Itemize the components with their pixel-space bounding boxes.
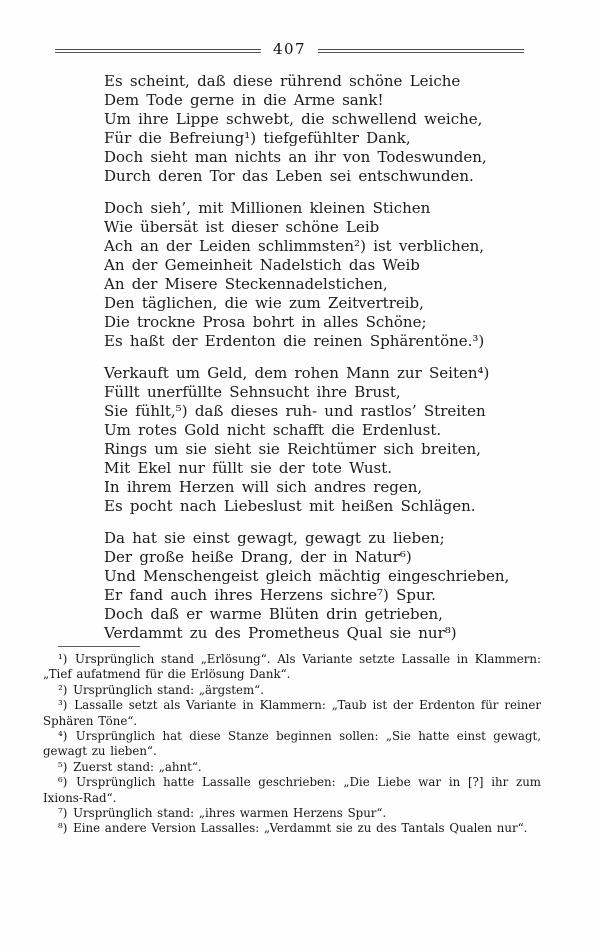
poem-line: Die trockne Prosa bohrt in alles Schöne; [104,313,427,331]
footnote-5: ⁵) Zuerst stand: „ahnt“. [58,759,202,774]
poem-line: Ach an der Leiden schlimmsten²) ist verblichen, [104,237,485,255]
stanza-2 [104,199,509,351]
poem-line: Es pocht nach Liebeslust mit heißen Schlägen. [104,497,476,515]
poem-line: Um ihre Lippe schwebt, die schwellend weiche, [104,110,483,128]
poem-line: Mit Ekel nur füllt sie der tote Wust. [104,459,393,477]
poem-line: Füllt unerfüllte Sehnsucht ihre Brust, [104,383,401,401]
poem-line: Rings um sie sieht sie Reichtümer sich breiten, [104,440,481,458]
poem-line: Es haßt der Erdenton die reinen Sphärentöne.³) [104,332,485,350]
poem-line: Sie fühlt,⁵) daß dieses ruh- und rastlos’ Streiten [104,402,486,420]
header-rule-left [55,49,261,53]
footnote-8: ⁸) Eine andere Version Lassalles: „Verdammt sie zu des Tantals Qualen nur“. [58,821,528,836]
footnote-marker: ¹) [58,652,68,666]
poem-line: Verdammt zu des Prometheus Qual sie nur⁸) [104,624,457,642]
footnote-marker: ⁴) [58,729,68,744]
footnote-1: ¹) Ursprünglich stand „Erlösung“. Als Variante setzte Lassalle in Klammern: „Tief aufatmend für die Erlösung Dank“. [43,652,541,682]
poem-line: Und Menschengeist gleich mächtig eingeschrieben, [104,567,510,585]
poem-line: An der Gemeinheit Nadelstich das Weib [104,256,420,274]
poem-line: In ihrem Herzen will sich andres regen, [104,478,423,496]
poem [104,72,509,656]
footnote-4: ⁴) Ursprünglich hat diese Stanze beginnen sollen: „Sie hatte einst gewagt, gewagt zu lieben“. [43,729,541,759]
footnote-marker: ⁸) [58,821,68,836]
header-rule-right [318,49,524,53]
footnote-marker: ⁷) [58,806,68,821]
poem-line: Um rotes Gold nicht schafft die Erdenlust. [104,421,442,439]
poem-line: Der große heiße Drang, der in Natur⁶) [104,548,412,566]
poem-line: Durch deren Tor das Leben sei entschwunden. [104,167,474,185]
poem-line: Für die Befreiung¹) tiefgefühlter Dank, [104,129,411,147]
poem-line: Doch sieht man nichts an ihr von Todeswunden, [104,148,487,166]
footnote-3: ³) Lassalle setzt als Variante in Klammern: „Taub ist der Erdenton für reiner Sphären Töne“. [43,698,541,728]
stanza-3 [104,364,509,516]
poem-line: Verkauft um Geld, dem rohen Mann zur Seiten⁴) [104,364,490,382]
footnote-marker: ²) [58,682,68,697]
poem-line: Wie übersät ist dieser schöne Leib [104,218,380,236]
poem-line: Doch sieh’, mit Millionen kleinen Stichen [104,199,431,217]
footnote-6: ⁶) Ursprünglich hatte Lassalle geschrieben: „Die Liebe war in [?] ihr zum Ixions-Rad“. [43,775,541,805]
poem-line: An der Misere Steckennadelstichen, [104,275,388,293]
footnote-7: ⁷) Ursprünglich stand: „ihres warmen Herzens Spur“. [58,806,387,821]
footnote-separator [58,646,140,647]
page-header [55,40,524,58]
poem-line: Da hat sie einst gewagt, gewagt zu lieben; [104,529,445,547]
poem-line: Dem Tode gerne in die Arme sank! [104,91,384,109]
poem-line: Er fand auch ihres Herzens sichre⁷) Spur. [104,586,436,604]
poem-line: Den täglichen, die wie zum Zeitvertreib, [104,294,424,312]
page-number: 407 [272,40,307,58]
poem-line: Doch daß er warme Blüten drin getrieben, [104,605,443,623]
footnote-marker: ⁵) [58,759,68,774]
footnote-2: ²) Ursprünglich stand: „ärgstem“. [58,682,264,697]
stanza-4 [104,529,509,643]
footnote-marker: ⁶) [58,775,68,790]
footnote-marker: ³) [58,698,68,713]
stanza-1 [104,72,509,186]
footnotes [43,652,541,837]
poem-line: Es scheint, daß diese rührend schöne Leiche [104,72,461,90]
